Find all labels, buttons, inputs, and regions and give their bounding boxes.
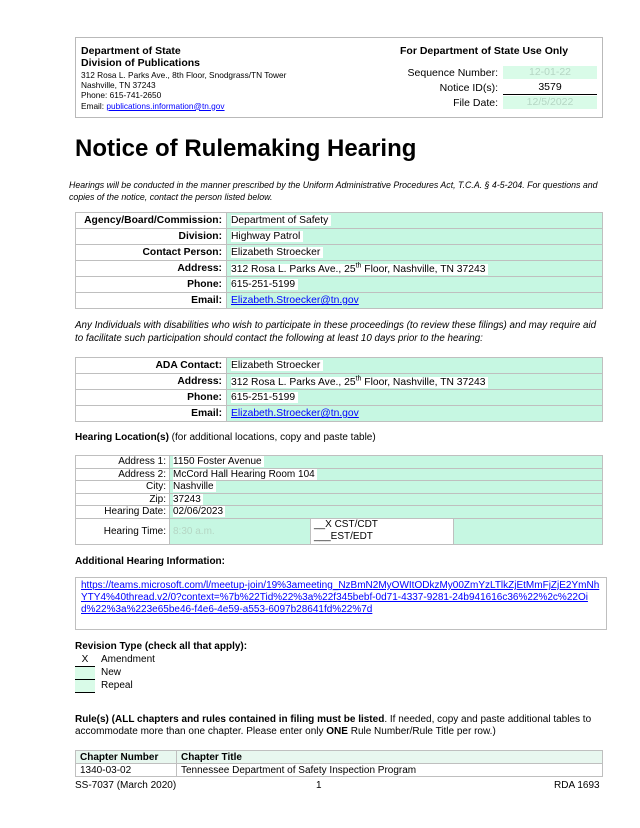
sequence-number-label: Sequence Number: (407, 67, 498, 79)
state-use-title: For Department of State Use Only (400, 45, 569, 57)
table-row (76, 229, 603, 245)
chapter-title-cell[interactable]: Tennessee Department of Safety Inspection Program (177, 764, 603, 777)
department-name: Department of State Division of Publications (81, 45, 201, 69)
new-checkbox[interactable] (75, 667, 95, 680)
contact-table (75, 212, 603, 309)
department-address: 312 Rosa L. Parks Ave., 8th Floor, Snodgrass/TN Tower Nashville, TN 37243 Phone: 615-741-2650 Email: publications.information@tn.gov (81, 70, 287, 111)
page-number: 1 (316, 780, 322, 791)
ada-note: Any Individuals with disabilities who wish to participate in these proceedings (to review these filings) and may require aid to facilitate such participation should contact the following at least 10 days prior to the hearing: (75, 320, 597, 344)
contact-person-field[interactable]: Elizabeth Stroecker (227, 245, 603, 261)
table-row (76, 390, 603, 406)
hearing-time-label: Hearing Time: (76, 518, 170, 544)
ada-email-field[interactable] (227, 406, 603, 422)
table-row (76, 358, 603, 374)
revision-new[interactable]: New (75, 667, 121, 680)
city-label: City: (76, 481, 170, 494)
revision-type-heading: Revision Type (check all that apply): (75, 641, 248, 652)
ada-contact-label: ADA Contact: (76, 358, 227, 374)
division-field[interactable]: Highway Patrol (227, 229, 603, 245)
page-title: Notice of Rulemaking Hearing (75, 135, 417, 162)
file-date-value: 12/5/2022 (503, 96, 597, 109)
table-row (76, 506, 603, 519)
chapter-number-cell[interactable]: 1340-03-02 (76, 764, 177, 777)
table-row (76, 481, 603, 494)
hearing-location-table (75, 455, 603, 545)
agency-field[interactable]: Department of Safety (227, 213, 603, 229)
revision-repeal[interactable]: Repeal (75, 680, 133, 693)
address2-label: Address 2: (76, 468, 170, 481)
ada-email-label: Email: (76, 406, 227, 422)
table-row (76, 374, 603, 390)
hearing-time-field[interactable]: 8:30 a.m. (170, 518, 311, 544)
rules-table (75, 750, 603, 777)
table-row (76, 456, 603, 469)
zip-label: Zip: (76, 493, 170, 506)
timezone-est[interactable]: ___EST/EDT (314, 531, 373, 542)
table-row (76, 213, 603, 229)
sequence-number-value: 12-01-22 (503, 66, 597, 79)
rda-number: RDA 1693 (554, 780, 600, 791)
table-row (76, 406, 603, 422)
phone-label: Phone: (76, 277, 227, 293)
address2-field[interactable]: McCord Hall Hearing Room 104 (170, 468, 603, 481)
repeal-checkbox[interactable] (75, 680, 95, 693)
chapter-number-header: Chapter Number (76, 751, 177, 764)
hearing-location-heading: Hearing Location(s) (for additional locations, copy and paste table) (75, 432, 376, 443)
meeting-link[interactable]: https://teams.microsoft.com/l/meetup-join/19%3ameeting_NzBmN2MyOWItODkzMy00ZmYzLTlkZjEtMmFjZjE2YmNhYTY4%40thread.v2/0?context=%7b%22Tid%22%3a%22f345bebf-0d71-4337-9281-24b941616c36%22%2c%22Oid%22%3a%223e65be46-f4e6-4e59-a553-6097b28641fd%22%7d (75, 577, 607, 630)
additional-info-heading: Additional Hearing Information: (75, 556, 225, 567)
email-label: Email: (76, 293, 227, 309)
ada-email-link[interactable]: Elizabeth.Stroecker@tn.gov (231, 408, 359, 419)
table-row (76, 245, 603, 261)
intro-text: Hearings will be conducted in the manner prescribed by the Uniform Administrative Procedures Act, T.C.A. § 4-5-204. For questions and copies of the notice, contact the person listed below. (69, 180, 598, 202)
address-label: Address: (76, 261, 227, 277)
table-row (76, 468, 603, 481)
revision-amendment[interactable]: X Amendment (75, 654, 155, 667)
table-row (76, 764, 603, 777)
address-field[interactable]: 312 Rosa L. Parks Ave., 25th Floor, Nashville, TN 37243 (227, 261, 603, 277)
email-field[interactable] (227, 293, 603, 309)
table-row (76, 293, 603, 309)
address1-label: Address 1: (76, 456, 170, 469)
hearing-time-extra (454, 518, 603, 544)
notice-id-label: Notice ID(s): (439, 82, 498, 94)
table-row (76, 261, 603, 277)
notice-id-value: 3579 (503, 81, 597, 95)
ada-phone-label: Phone: (76, 390, 227, 406)
hearing-date-field[interactable]: 02/06/2023 (170, 506, 603, 519)
timezone-cst[interactable]: __X CST/CDT (314, 519, 378, 530)
phone-field[interactable]: 615-251-5199 (227, 277, 603, 293)
zip-field[interactable]: 37243 (170, 493, 603, 506)
form-id: SS-7037 (March 2020) (75, 780, 177, 791)
ada-address-label: Address: (76, 374, 227, 390)
publications-email-link[interactable]: publications.information@tn.gov (106, 100, 225, 111)
division-label: Division: (76, 229, 227, 245)
ada-contact-field[interactable]: Elizabeth Stroecker (227, 358, 603, 374)
table-row (76, 518, 603, 544)
timezone-field[interactable] (311, 518, 454, 544)
agency-label: Agency/Board/Commission: (76, 213, 227, 229)
ada-phone-field[interactable]: 615-251-5199 (227, 390, 603, 406)
rules-instructions: Rule(s) (ALL chapters and rules contained in filing must be listed. If needed, copy and paste additional tables to accommodate more than one chapter. Please enter only ONE Rule Number/Rule Title per row.) (75, 714, 592, 737)
table-row (76, 751, 603, 764)
ada-address-field[interactable]: 312 Rosa L. Parks Ave., 25th Floor, Nashville, TN 37243 (227, 374, 603, 390)
contact-email-link[interactable]: Elizabeth.Stroecker@tn.gov (231, 295, 359, 306)
hearing-date-label: Hearing Date: (76, 506, 170, 519)
city-field[interactable]: Nashville (170, 481, 603, 494)
address1-field[interactable]: 1150 Foster Avenue (170, 456, 603, 469)
table-row (76, 277, 603, 293)
contact-person-label: Contact Person: (76, 245, 227, 261)
ada-table (75, 357, 603, 422)
amendment-checkbox[interactable]: X (75, 654, 95, 667)
file-date-label: File Date: (453, 97, 498, 109)
chapter-title-header: Chapter Title (177, 751, 603, 764)
table-row (76, 493, 603, 506)
